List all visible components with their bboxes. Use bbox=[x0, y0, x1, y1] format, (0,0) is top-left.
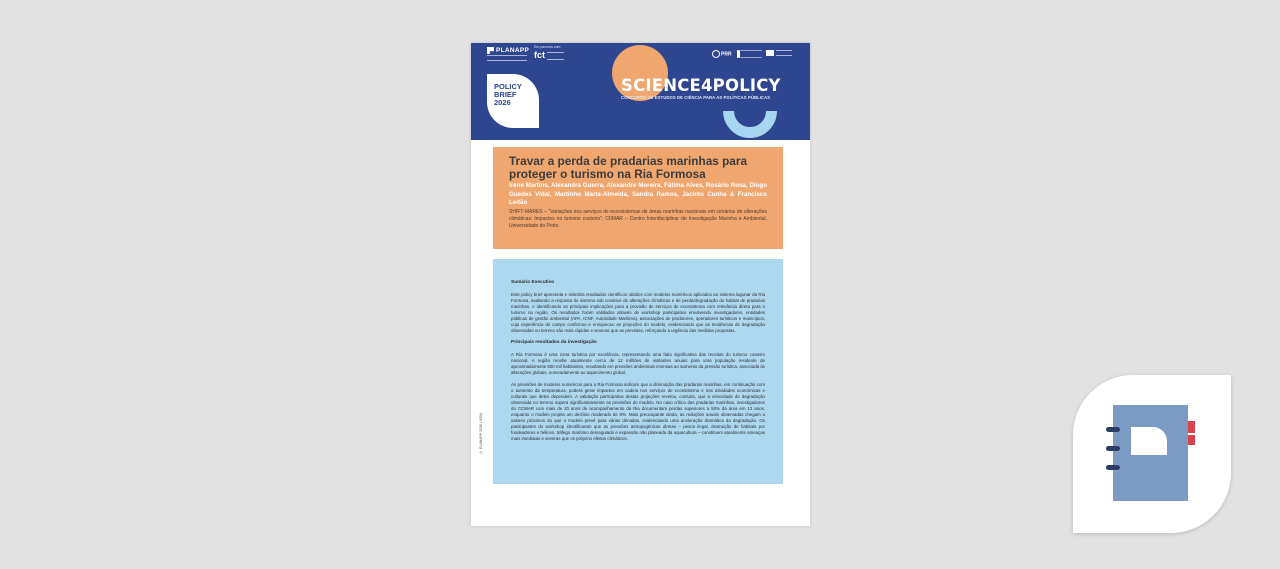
fct-logo-subtitle bbox=[547, 52, 564, 60]
notebook-icon bbox=[1073, 375, 1231, 533]
policy-brief-page bbox=[471, 43, 810, 526]
program-title: SCIENCE4POLICY bbox=[621, 76, 781, 95]
executive-summary-heading: Sumário Executivo bbox=[511, 280, 555, 285]
republica-logo bbox=[737, 50, 762, 58]
prr-circle-icon bbox=[712, 50, 720, 58]
policy-brief-year: 2026 bbox=[494, 98, 511, 107]
brief-header bbox=[471, 43, 810, 140]
planapp-logo-text: PLANAPP bbox=[496, 47, 530, 54]
prr-logo-text: PRR bbox=[721, 51, 732, 58]
planapp-mark-icon bbox=[487, 47, 494, 54]
executive-summary-text: Este policy brief apresenta e sintetiza resultados científicos obtidos com modelos numéricos aplicados ao sistema lagunar da Ria Formosa, avaliando a resposta do sistema sob cenários de alterações climáticas e de perda/degradação do habitat de pradarias marinhas, e identificando as principais implicações para a provisão de serviços de ecossistema com relevância direta para o turismo na região. Os resultados foram validados através de workshop participativo envolvendo investigadores, entidades públicas de gestão ambiental (APA, ICNF, Autoridade Marítima), associações de produtores, operadores turísticos e municípios, cuja experiência de campo confirmou e enriqueceu as projeções do modelo, evidenciando que as tendências de degradação observadas no terreno são mais rápidas e severas que as previstas, reforçando a urgência das medidas propostas. bbox=[511, 292, 765, 333]
results-paragraph-1: A Ria Formosa é uma zona turística por excelência, representando uma fatia significativa das receitas do turismo costeiro nacional. A região recebe atualmente cerca de 12 milhões de visitantes anuais para uma população residente de aproximadamente 500 mil habitantes, resultando em pressões ambientais imensas ao aumento da pressão turística, associada às alterações globais, nomeadamente ao aquecimento global. bbox=[511, 352, 765, 375]
planapp-logo-subtitle bbox=[487, 55, 527, 61]
prr-logo bbox=[712, 50, 732, 58]
results-heading: Principais resultados da investigação bbox=[511, 340, 597, 345]
side-reference: © PLANAPP 2026 | ISSN bbox=[479, 413, 483, 454]
policy-brief-line1: POLICY bbox=[494, 82, 522, 91]
fct-logo: fct bbox=[534, 50, 545, 60]
document-type-badge bbox=[1073, 375, 1231, 533]
planapp-logo bbox=[487, 47, 529, 54]
eu-logo-text bbox=[776, 50, 792, 56]
article-affiliation: SHIFT-MARES – "Variações nos serviços de ecossistemas de áreas marinhas nacionais em cenários de alterações climáticas: Impactos no turismo costeiro"; CIIMAR – Centro Interdisciplinar de Investigação Marinha e Ambiental, Universidade do Porto bbox=[509, 208, 767, 229]
policy-brief-line2: BRIEF bbox=[494, 90, 517, 99]
partner-label: Em parceria com bbox=[534, 45, 561, 49]
title-block bbox=[493, 147, 783, 249]
eu-flag-icon bbox=[766, 50, 774, 56]
results-paragraph-2: As previsões de modelos numéricos para a Ria Formosa indicam que a diminuição das pradarias marinhas, em continuação com o aumento da temperatura, poderá gerar impactos em cadeia nos serviços de ecossistema e nas atividades económicas e culturais que deles dependem. A validação participativa destas projeções revelou, contudo, que a velocidade de degradação observada no terreno supera significativamente as previsões do modelo. No caso crítico das pradarias marinhas, investigadores do CCMAR com mais de 20 anos de acompanhamento da Ria documentam perdas superiores a 50% da área em 13 anos, enquanto o modelo projeta um declínio moderado de 8%. Mais preocupante ainda, as reduções anuais observadas chegam a valores próximos do que o modelo prevê para várias décadas, evidenciando uma aceleração dramática da degradação. Os participantes do workshop identificaram que as pressões antropogénicas diretas – pesca ilegal, destruição de habitats por fundeadores e hélices, tráfego marítimo desregulado e expansão não planeada da aquacultura – constituem atualmente ameaças mais imediatas e severas que os próprios efeitos climáticos. bbox=[511, 382, 765, 441]
summary-block bbox=[493, 259, 783, 484]
policy-brief-label bbox=[494, 83, 522, 107]
eu-logo bbox=[766, 50, 792, 56]
program-subtitle: CONCURSO DE ESTUDOS DE CIÊNCIA PARA AS POLÍTICAS PÚBLICAS bbox=[621, 95, 771, 100]
policy-brief-badge bbox=[487, 74, 539, 128]
article-title: Travar a perda de pradarias marinhas para proteger o turismo na Ria Formosa bbox=[509, 154, 748, 181]
article-authors: Irene Martins, Alexandra Guerra, Alexandre Moreira, Fátima Alves, Rosário Rosa, Diogo Guedes Vidal, Martinho Marta-Almeida, Sandra Ramos, Jacinto Cunha & Francisco Leitão bbox=[509, 182, 767, 207]
